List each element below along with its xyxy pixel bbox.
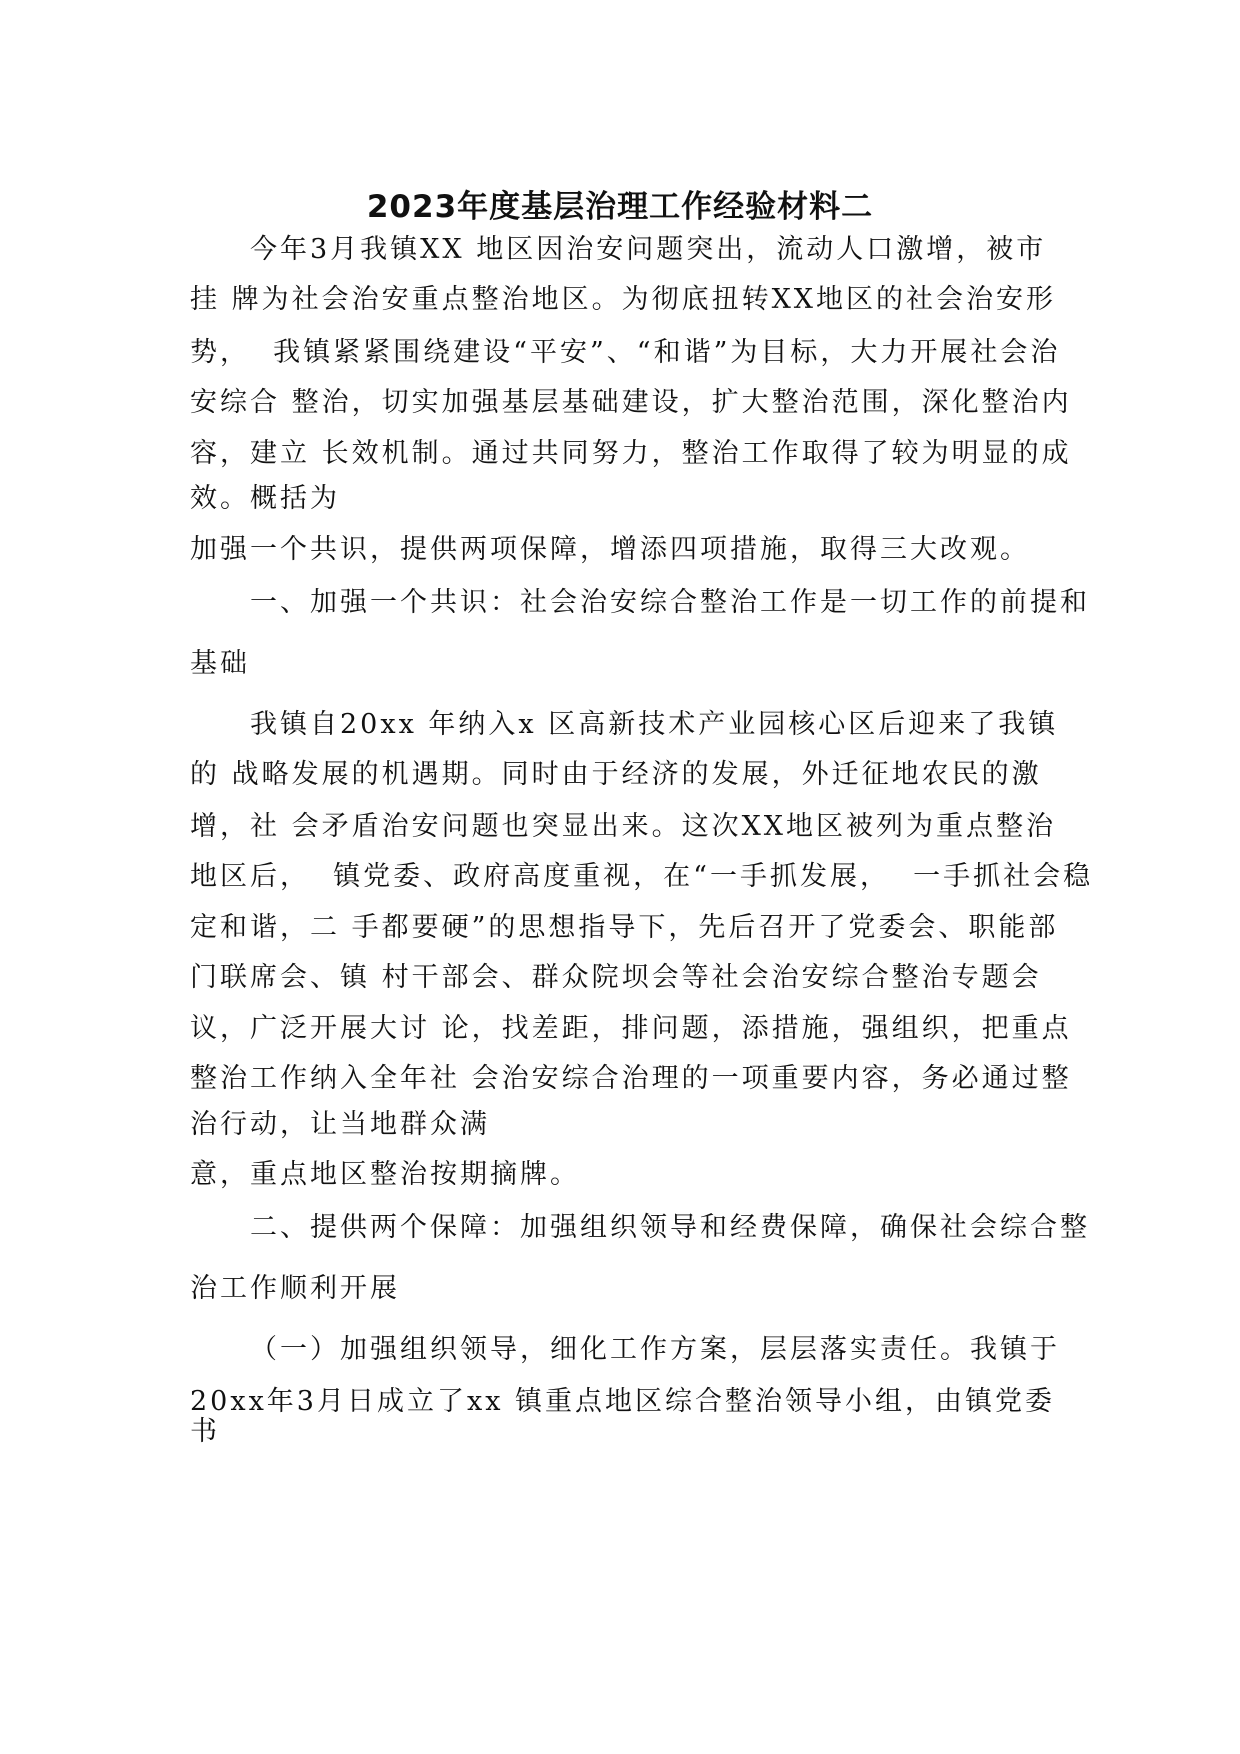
paragraph-line: 效。概括为: [190, 483, 340, 514]
paragraph-line: 挂 牌为社会治安重点整治地区。为彻底扭转XX地区的社会治安形: [190, 284, 1057, 315]
paragraph-line: 加强一个共识，提供两项保障，增添四项措施，取得三大改观。: [190, 534, 1030, 565]
section-heading-cont: 治工作顺利开展: [190, 1273, 400, 1304]
paragraph-line: 安综合 整治，切实加强基层基础建设，扩大整治范围，深化整治内: [190, 387, 1072, 418]
paragraph-line: 我镇自20xx 年纳入x 区高新技术产业园核心区后迎来了我镇: [250, 709, 1059, 740]
paragraph-line: 增，社 会矛盾治安问题也突显出来。这次XX地区被列为重点整治: [190, 811, 1057, 842]
paragraph-line: 意，重点地区整治按期摘牌。: [190, 1159, 580, 1190]
paragraph-line: 书: [190, 1416, 220, 1447]
document-title: 2023年度基层治理工作经验材料二: [366, 189, 874, 225]
paragraph-line: 今年3月我镇XX 地区因治安问题突出，流动人口激增，被市: [250, 234, 1047, 265]
subsection-line: （一）加强组织领导，细化工作方案，层层落实责任。我镇于: [250, 1334, 1060, 1365]
paragraph-line: 地区后， 镇党委、政府高度重视，在“一手抓发展， 一手抓社会稳: [190, 861, 1094, 892]
paragraph-line: 整治工作纳入全年社 会治安综合治理的一项重要内容，务必通过整: [190, 1063, 1072, 1094]
paragraph-line: 门联席会、镇 村干部会、群众院坝会等社会治安综合整治专题会: [190, 962, 1042, 993]
paragraph-line: 容，建立 长效机制。通过共同努力，整治工作取得了较为明显的成: [190, 438, 1072, 469]
paragraph-line: 势， 我镇紧紧围绕建设“平安”、“和谐”为目标，大力开展社会治: [190, 337, 1061, 368]
paragraph-line: 定和谐，二 手都要硬”的思想指导下，先后召开了党委会、职能部: [190, 912, 1059, 943]
paragraph-line: 的 战略发展的机遇期。同时由于经济的发展，外迁征地农民的激: [190, 759, 1042, 790]
section-heading-cont: 基础: [190, 648, 250, 679]
paragraph-line: 20xx年3月日成立了xx 镇重点地区综合整治领导小组，由镇党委: [190, 1386, 1056, 1417]
section-heading: 二、提供两个保障：加强组织领导和经费保障，确保社会综合整: [250, 1212, 1090, 1243]
paragraph-line: 议，广泛开展大讨 论，找差距，排问题，添措施，强组织，把重点: [190, 1013, 1072, 1044]
paragraph-line: 治行动，让当地群众满: [190, 1109, 490, 1140]
section-heading: 一、加强一个共识：社会治安综合整治工作是一切工作的前提和: [250, 587, 1090, 618]
